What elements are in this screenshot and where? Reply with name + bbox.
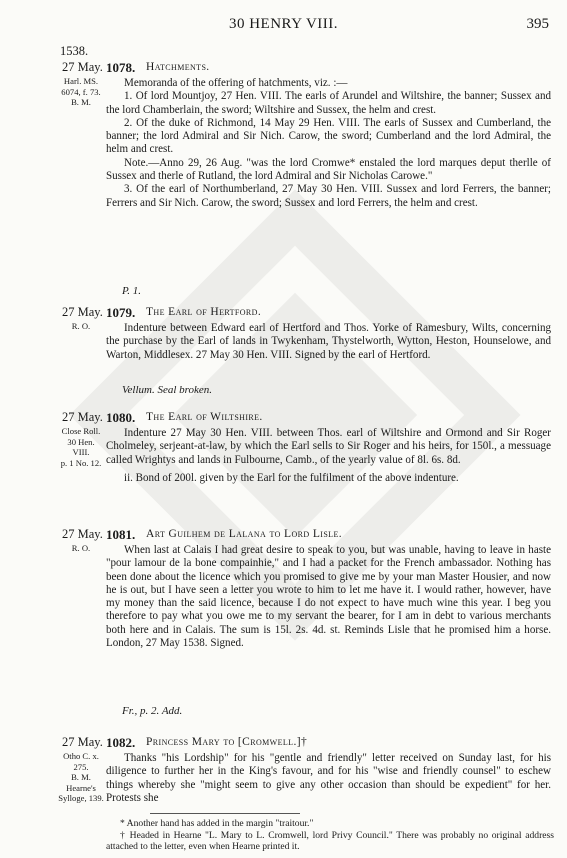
side-reference (58, 751, 104, 804)
side-ref-line: B. M. (71, 772, 91, 782)
side-ref-line: R. O. (71, 321, 91, 331)
side-reference (58, 426, 104, 468)
side-ref-line: Sylloge, 139. (58, 793, 104, 803)
entry-date: 27 May. (62, 305, 103, 319)
side-ref-line: B. M. (71, 97, 91, 107)
entry-date: 27 May. (62, 410, 103, 424)
running-header (0, 16, 567, 36)
side-reference (58, 321, 104, 332)
footnote: * Another hand has added in the margin "traitour." (120, 818, 314, 829)
side-ref-line: R. O. (71, 543, 91, 553)
entry-title: The Earl of Hertford. (146, 306, 262, 318)
entry-number: 1081. (106, 527, 136, 542)
paragraph: Memoranda of the offering of hatchments, viz. :— (124, 77, 348, 89)
entry-body (106, 427, 551, 485)
side-reference (58, 543, 104, 554)
footnote: † Headed in Hearne "L. Mary to L. Cromwell, lord Privy Council." There was probably no original address attached to the letter, even when Hearne printed it. (106, 829, 554, 853)
entry-number: 1080. (106, 410, 136, 425)
entry-note: Vellum. Seal broken. (122, 384, 213, 396)
entry-number: 1079. (106, 305, 136, 320)
side-reference (58, 76, 104, 108)
running-title: 30 HENRY VIII. (228, 16, 339, 32)
paragraph: 3. Of the earl of Northumberland, 27 May 30 Hen. VIII. Sussex and lord Ferrers, the banner; Ferrers and Sir Nich. Carow, the sword; Sussex and lord Ferrers, the helm and crest. (106, 183, 551, 209)
paragraph: Note.—Anno 29, 26 Aug. "was the lord Cromwe* enstaled the lord marques deput therlle of Sussex and therle of Rutland, the lord Admiral and Sir Nicholas Carowe." (106, 156, 551, 183)
footnotes (106, 818, 554, 853)
paragraph: 2. Of the duke of Richmond, 14 May 29 Hen. VIII. The earls of Sussex and Cumberland, the banner; the lord Admiral and Sir Nich. Carow, the sword; Cumberland and the lord Admiral, the helm and crest. (106, 116, 551, 156)
side-ref-line: 30 Hen. VIII. (67, 436, 95, 457)
side-ref-line: 275. (73, 761, 89, 772)
entry-number: 1078. (106, 60, 136, 75)
entry-date: 27 May. (62, 527, 103, 541)
paragraph: 1. Of lord Mountjoy, 27 Hen. VIII. The earls of Arundel and Wiltshire, the banner; Sussex and the lord Chamberlain, the sword; Wiltshire and Sussex, the helm and crest. (106, 90, 551, 116)
side-ref-line: 6074, f. 73. (61, 86, 101, 97)
paragraph: Thanks "his Lordship" for his "gentle and friendly" letter received on Sunday last, for his diligence to further her in the King's favour, and for his "wise and friendly counsel" to eschew things whereby she "might seem to give any other occasion than should be expedient" for her. Protests she (106, 752, 551, 804)
side-ref-line: p. 1 No. 12. (60, 457, 102, 468)
entry-body (106, 322, 551, 362)
page-number: 395 (526, 16, 549, 32)
paragraph: ii. Bond of 200l. given by the Earl for the fulfilment of the above indenture. (124, 471, 459, 484)
entry-title: Hatchments. (146, 61, 210, 73)
entry-note: P. 1. (122, 285, 142, 297)
entry-note: Fr., p. 2. Add. (122, 705, 183, 717)
side-ref-line: Harl. MS. (63, 76, 99, 86)
entry-number: 1082. (106, 735, 136, 750)
entry-title: Art Guilhem de Lalana to Lord Lisle. (146, 528, 343, 540)
side-ref-line: Otho C. x. (63, 751, 99, 761)
footnote-rule (150, 813, 300, 814)
paragraph: Indenture between Edward earl of Hertford and Thos. Yorke of Ramesbury, Wilts, concerning the purchase by the Earl of lands in Twykenham, Thystelworth, Wytton, Heston, Hounselowe, and Warton, Middlesex. 27 May 30 Hen. VIII. Signed by the earl of Hertford. (106, 322, 551, 361)
entry-title: The Earl of Wiltshire. (146, 411, 263, 423)
side-ref-line: Hearne's (66, 782, 96, 793)
year-heading: 1538. (60, 44, 89, 58)
entry-body (106, 752, 551, 805)
side-ref-line: Close Roll. (61, 426, 101, 436)
entry-body (106, 544, 551, 650)
entry-date: 27 May. (62, 735, 103, 749)
entry-title: Princess Mary to [Cromwell.]† (146, 736, 308, 748)
entry-date: 27 May. (62, 60, 103, 74)
paragraph: Indenture 27 May 30 Hen. VIII. between Thos. earl of Wiltshire and Ormond and Sir Roger Cholmeley, serjeant-at-law, by which the Earl sells to Sir Roger and his heirs, for 150l., a messuage called Wrightys and lands in Fulbourne, Camb., of the yearly value of 8l. 6s. 8d. (106, 427, 551, 466)
paragraph: When last at Calais I had great desire to speak to you, but was unable, having to leave in haste "pour lamour de la bone compainhie," and I had a packet for the French ambassador. Nothing has been done about the licence which you promised to give me by your man Master Housier, and now he is out, but I have seen a letter you wrote to him to let me have it. I would rather, however, have my money than the said licence, because I do not expect to have much wine this year. I beg you therefore to pay what you owe me to my servant the bearer, for I am in debt to various merchants both here and in Calais. The sum is 15l. 2s. 4d. st. Reminds Lisle that he promised him a horse. London, 27 May 1538. Signed. (106, 544, 551, 650)
entry-body (106, 77, 551, 210)
